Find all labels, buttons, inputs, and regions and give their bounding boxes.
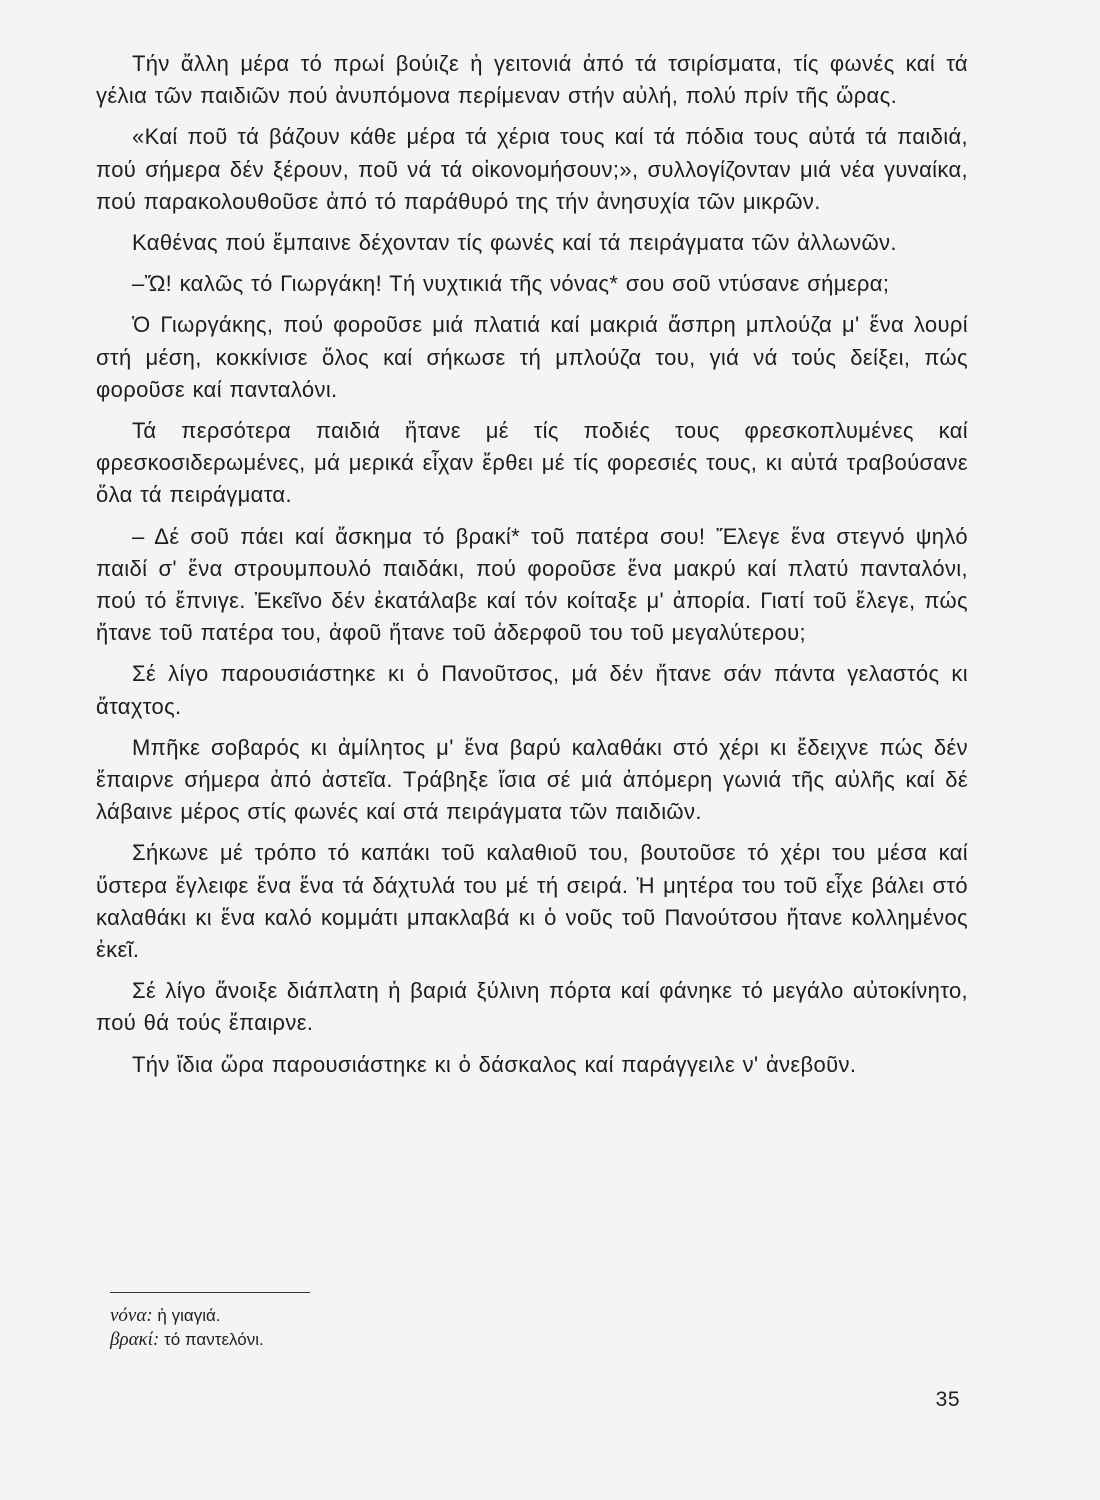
paragraph: «Καί ποῦ τά βάζουν κάθε μέρα τά χέρια τους καί τά πόδια τους αὐτά τά παιδιά, πού σήμερα δέν ξέρουν, ποῦ νά τά οἰκονομήσουν;», συλλογίζονταν μιά νέα γυναίκα, πού παρακολουθοῦσε ἀπό τό παράθυρό της τήν ἀνησυχία τῶν μικρῶν. [96,124,968,214]
page-number: 35 [935,1388,960,1411]
paragraph: Σήκωνε μέ τρόπο τό καπάκι τοῦ καλαθιοῦ του, βουτοῦσε τό χέρι του μέσα καί ὕστερα ἔγλειφε ἕνα ἕνα τά δάχτυλά του μέ τή σειρά. Ἡ μητέρα του τοῦ εἶχε βάλει στό καλαθάκι κι ἕνα καλό κομμάτι μπακλαβά κι ὁ νοῦς τοῦ Πανούτσου ἤτανε κολλημένος ἐκεῖ. [96,840,968,963]
paragraph: – Δέ σοῦ πάει καί ἄσκημα τό βρακί* τοῦ πατέρα σου! Ἔλεγε ἕνα στεγνό ψηλό παιδί σ' ἕνα στρουμπουλό παιδάκι, πού φοροῦσε ἕνα μακρύ καί πλατύ πανταλόνι, πού τό ἔπνιγε. Ἐκεῖνο δέν ἐκατάλαβε καί τόν κοίταξε μ' ἀπορία. Γιατί τοῦ ἔλεγε, πώς ἤτανε τοῦ πατέρα του, ἀφοῦ ἤτανε τοῦ ἀδερφοῦ του τοῦ μεγαλύτερου; [96,523,968,646]
footnotes [110,1304,264,1352]
paragraph: Σέ λίγο ἄνοιξε διάπλατη ἡ βαριά ξύλινη πόρτα καί φάνηκε τό μεγάλο αὐτοκίνητο, πού θά τούς ἔπαιρνε. [96,978,968,1036]
footnote [110,1328,264,1352]
paragraph: Τά περσότερα παιδιά ἤτανε μέ τίς ποδιές τους φρεσκοπλυμένες καί φρεσκοσιδερωμένες, μά μερικά εἶχαν ἔρθει μέ τίς φορεσιές τους, κι αὐτά τραβούσανε ὅλα τά πειράγματα. [96,418,968,508]
footnote-term: βρακί: [110,1329,160,1350]
paragraph: Ὁ Γιωργάκης, πού φοροῦσε μιά πλατιά καί μακριά ἄσπρη μπλούζα μ' ἕνα λουρί στή μέση, κοκκίνισε ὅλος καί σήκωσε τή μπλούζα του, γιά νά τούς δείξει, πώς φοροῦσε καί πανταλόνι. [96,312,968,402]
paragraph: Τήν ἄλλη μέρα τό πρωί βούιζε ἡ γειτονιά ἀπό τά τσιρίσματα, τίς φωνές καί τά γέλια τῶν παιδιῶν πού ἀνυπόμονα περίμεναν στήν αὐλή, πολύ πρίν τῆς ὥρας. [96,51,968,109]
paragraph: Καθένας πού ἔμπαινε δέχονταν τίς φωνές καί τά πειράγματα τῶν ἀλλωνῶν. [132,230,897,256]
footnote [110,1304,264,1328]
body-text [96,48,968,1090]
paragraph: Μπῆκε σοβαρός κι ἀμίλητος μ' ἕνα βαρύ καλαθάκι στό χέρι κι ἔδειχνε πώς δέν ἔπαιρνε σήμερα ἀπό ἀστεῖα. Τράβηξε ἴσια σέ μιά ἀπόμερη γωνιά τῆς αὐλῆς καί δέ λάβαινε μέρος στίς φωνές καί στά πειράγματα τῶν παιδιῶν. [96,734,968,825]
paragraph: –Ὤ! καλῶς τό Γιωργάκη! Τή νυχτικιά τῆς νόνας* σου σοῦ ντύσανε σήμερα; [132,271,890,297]
footnote-term: νόνα: [110,1305,153,1326]
footnote-definition: ἡ γιαγιά. [157,1306,221,1325]
paragraph: Σέ λίγο παρουσιάστηκε κι ὁ Πανοῦτσος, μά δέν ἤτανε σάν πάντα γελαστός κι ἄταχτος. [96,661,968,719]
footnote-definition: τό παντελόνι. [164,1330,264,1349]
footnote-divider [110,1292,310,1293]
paragraph: Τήν ἴδια ὥρα παρουσιάστηκε κι ὁ δάσκαλος καί παράγγειλε ν' ἀνεβοῦν. [132,1051,857,1077]
